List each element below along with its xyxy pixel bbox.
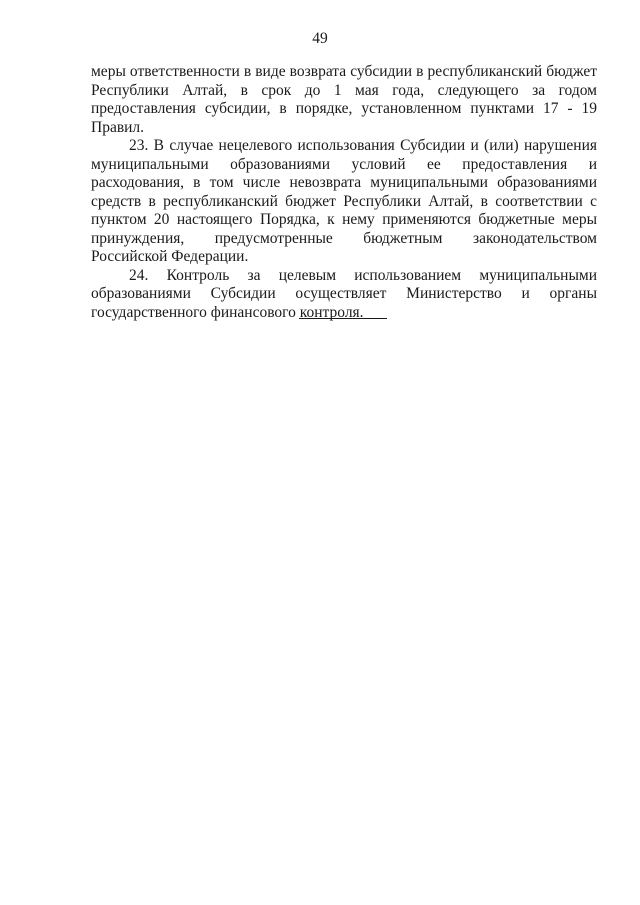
paragraph-continuation: меры ответственности в виде возврата субсидии в республиканский бюджет Республики Алтай, в срок до 1 мая года, следующего за годом предоставления субсидии, в порядке, установленном пунктами 17 - 19 Правил. — [91, 63, 597, 136]
document-body — [91, 63, 597, 322]
paragraph-item-23: 23. В случае нецелевого использования Субсидии и (или) нарушения муниципальными образованиями условий ее предоставления и расходования, в том числе невозврата муниципальными образованиями средств в республиканский бюджет Республики Алтай, в соответствии с пунктом 20 настоящего Порядка, к нему применяются бюджетные меры принуждения, предусмотренные бюджетным законодательством Российской Федерации. — [91, 137, 597, 265]
paragraph-item-24: 24. Контроль за целевым использованием муниципальными образованиями Субсидии осуществляет Министерство и органы государственного финансового контроля. — [91, 266, 597, 321]
page-number: 49 — [312, 30, 328, 47]
end-divider-line — [299, 318, 387, 319]
